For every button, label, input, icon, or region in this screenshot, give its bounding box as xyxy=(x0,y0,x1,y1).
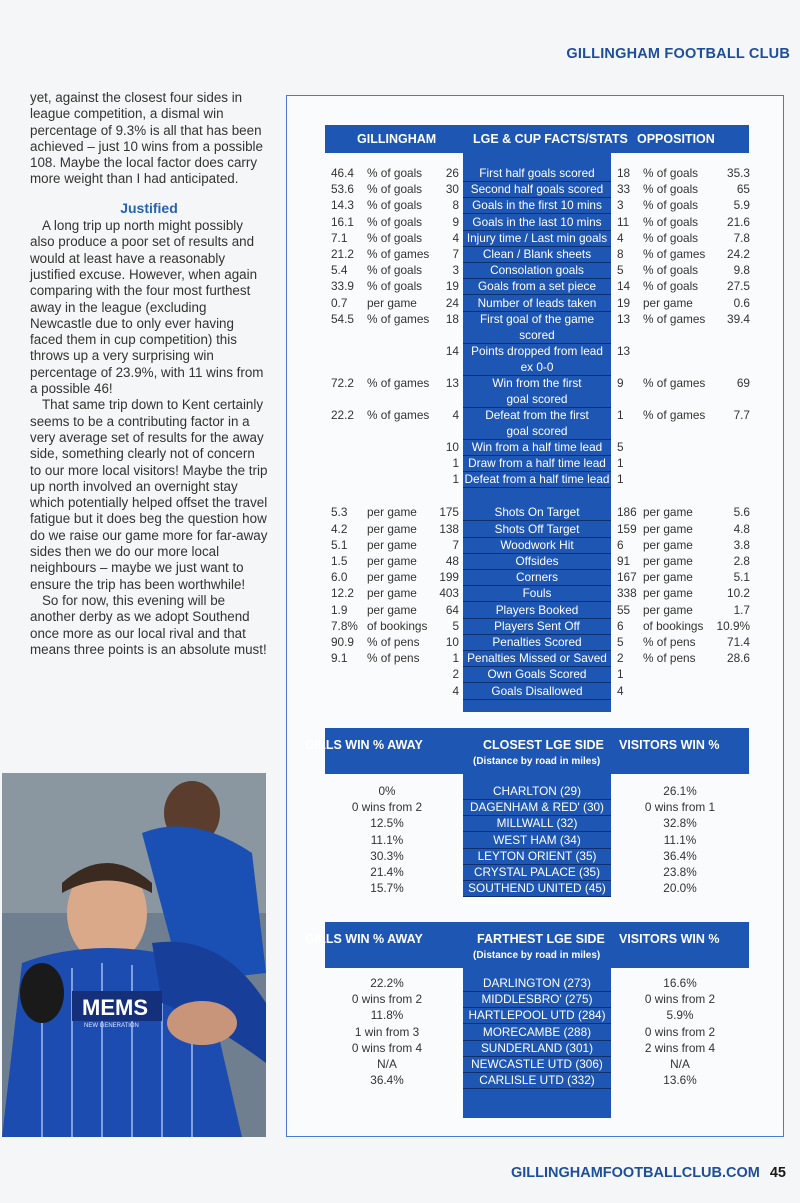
stat-row xyxy=(287,667,785,683)
gills-count: 1 xyxy=(452,472,459,487)
gills-unit: % of games xyxy=(367,375,430,390)
header-facts: LGE & CUP FACTS/STATS xyxy=(473,132,628,146)
gills-percent: 7.8% xyxy=(331,618,358,633)
stat-label: Goals Disallowed xyxy=(463,684,611,700)
gills-unit: of bookings xyxy=(367,618,428,633)
gills-unit: per game xyxy=(367,586,417,601)
opp-count: 4 xyxy=(617,683,624,698)
gills-count: 18 xyxy=(445,311,459,326)
stat-row xyxy=(287,619,785,635)
header-opposition: OPPOSITION xyxy=(637,132,715,146)
gills-win: N/A xyxy=(377,1057,397,1071)
gills-unit: % of games xyxy=(367,311,430,326)
gills-win: 0 wins from 2 xyxy=(351,992,423,1007)
opp-unit: per game xyxy=(643,586,693,601)
visitors-win: 36.4% xyxy=(663,848,697,863)
gills-count: 10 xyxy=(445,635,459,649)
page-footer xyxy=(511,1165,786,1181)
gills-win: 0 wins from 2 xyxy=(351,800,423,815)
stat-row xyxy=(287,538,785,554)
stat-label: Penalties Missed or Saved xyxy=(463,651,611,667)
opp-unit: per game xyxy=(643,554,693,568)
farthest-row xyxy=(287,1008,785,1024)
article-paragraph: yet, against the closest four sides in league competition, a dismal win percentage of 9.3% is all that has been achieved – just 10 wins from a possible 108. Maybe the local factor does carry more weight than I had anticipated. xyxy=(30,90,263,187)
team-name: HARTLEPOOL UTD (284) xyxy=(463,1008,611,1024)
opp-count: 4 xyxy=(617,230,624,245)
gills-unit: % of goals xyxy=(367,182,423,197)
opp-count: 167 xyxy=(617,570,637,585)
gills-win: 0 wins from 4 xyxy=(351,1040,423,1055)
gills-percent: 5.4 xyxy=(331,263,348,278)
opp-percent: 27.5 xyxy=(727,279,750,294)
stat-label: Offsides xyxy=(463,554,611,570)
farthest-row xyxy=(287,976,785,992)
opp-count: 1 xyxy=(617,472,624,487)
gills-win: 11.8% xyxy=(370,1008,404,1023)
opp-unit: % of games xyxy=(643,247,706,261)
opp-percent: 65 xyxy=(736,182,750,197)
opp-count: 14 xyxy=(617,279,631,294)
opp-count: 13 xyxy=(617,343,631,358)
gills-unit: % of goals xyxy=(367,198,423,213)
gills-percent: 72.2 xyxy=(331,375,354,390)
opp-unit: % of goals xyxy=(643,214,699,229)
gills-percent: 12.2 xyxy=(331,586,354,601)
stat-row xyxy=(287,408,785,440)
gills-win: 22.2% xyxy=(370,976,404,990)
gills-unit: % of goals xyxy=(367,230,423,245)
gills-percent: 1.5 xyxy=(331,554,348,568)
opp-percent: 5.6 xyxy=(733,505,750,520)
gills-unit: % of pens xyxy=(367,635,420,649)
visitors-win: 20.0% xyxy=(663,881,697,896)
stat-label: Corners xyxy=(463,570,611,586)
team-name: CARLISLE UTD (332) xyxy=(463,1073,611,1089)
closest-header xyxy=(305,728,749,774)
stat-label: Shots Off Target xyxy=(463,522,611,538)
opp-count: 11 xyxy=(617,214,630,229)
opp-count: 55 xyxy=(617,602,631,617)
stat-label: Defeat from the first xyxy=(485,407,589,422)
stat-row xyxy=(287,684,785,700)
stat-row xyxy=(287,440,785,456)
header-gillingham: GILLINGHAM xyxy=(357,132,437,146)
stat-row xyxy=(287,554,785,570)
opp-unit: per game xyxy=(643,521,693,536)
gills-percent: 16.1 xyxy=(331,214,354,229)
visitors-win: 13.6% xyxy=(663,1073,697,1088)
stat-label: Win from the first xyxy=(492,375,582,390)
club-header: GILLINGHAM FOOTBALL CLUB xyxy=(566,46,790,62)
team-name: CRYSTAL PALACE (35) xyxy=(463,865,611,881)
opp-percent: 28.6 xyxy=(727,651,750,666)
gills-unit: % of games xyxy=(367,407,430,422)
visitors-win: N/A xyxy=(670,1057,690,1071)
farthest-row xyxy=(287,1057,785,1073)
opp-percent: 10.2 xyxy=(727,586,750,601)
gills-percent: 5.3 xyxy=(331,505,348,520)
opp-unit: per game xyxy=(643,295,693,310)
opp-count: 1 xyxy=(617,456,624,470)
gills-win: 15.7% xyxy=(370,881,404,896)
opp-count: 338 xyxy=(617,586,637,601)
gills-count: 403 xyxy=(439,586,459,601)
stat-label: Injury time / Last min goals xyxy=(463,231,611,247)
stat-label: First half goals scored xyxy=(463,166,611,182)
gills-unit: % of goals xyxy=(367,279,423,294)
opp-count: 159 xyxy=(617,521,637,536)
stat-row xyxy=(287,263,785,279)
opp-percent: 4.8 xyxy=(733,521,750,536)
stat-row xyxy=(287,166,785,182)
stat-label: Goals in the last 10 mins xyxy=(463,215,611,231)
team-name: MORECAMBE (288) xyxy=(463,1025,611,1041)
gills-percent: 54.5 xyxy=(331,311,354,326)
stat-label: Draw from a half time lead xyxy=(463,456,611,472)
gills-count: 30 xyxy=(445,182,459,197)
stat-label: Woodwork Hit xyxy=(463,538,611,554)
gills-unit: per game xyxy=(367,602,417,617)
stat-label: Penalties Scored xyxy=(463,635,611,651)
closest-row xyxy=(287,800,785,816)
stat-row xyxy=(287,586,785,602)
stat-label: Defeat from a half time lead xyxy=(464,472,610,487)
farthest-row xyxy=(287,1073,785,1089)
team-name: CHARLTON (29) xyxy=(463,784,611,800)
opp-unit: of bookings xyxy=(643,618,704,633)
opp-unit: per game xyxy=(643,537,693,552)
stat-label: Number of leads taken xyxy=(463,296,611,312)
gills-percent: 6.0 xyxy=(331,570,348,585)
gills-count: 13 xyxy=(445,375,459,390)
opp-count: 9 xyxy=(617,375,624,390)
gills-count: 64 xyxy=(445,602,459,617)
gills-count: 199 xyxy=(439,570,459,585)
gills-win: 0% xyxy=(378,784,396,798)
gills-percent: 33.9 xyxy=(331,279,354,294)
gills-percent: 22.2 xyxy=(331,407,354,422)
closest-row xyxy=(287,865,785,881)
closest-visitors-label: VISITORS WIN % xyxy=(619,738,720,752)
stat-row xyxy=(287,570,785,586)
team-name: SOUTHEND UNITED (45) xyxy=(463,881,611,897)
opp-unit: % of goals xyxy=(643,263,699,278)
gills-count: 7 xyxy=(452,537,459,552)
gills-unit: per game xyxy=(367,537,417,552)
opp-unit: % of games xyxy=(643,407,706,422)
opp-count: 33 xyxy=(617,182,631,197)
stat-row xyxy=(287,472,785,488)
opp-count: 6 xyxy=(617,537,624,552)
opp-percent: 5.9 xyxy=(733,198,750,213)
stat-row xyxy=(287,215,785,231)
gills-count: 4 xyxy=(452,407,459,422)
gills-count: 19 xyxy=(445,279,459,294)
stat-row xyxy=(287,231,785,247)
gills-count: 138 xyxy=(439,521,459,536)
closest-row xyxy=(287,784,785,800)
closest-distance-note: (Distance by road in miles) xyxy=(473,756,601,767)
farthest-row xyxy=(287,1025,785,1041)
team-name: DAGENHAM & RED' (30) xyxy=(463,800,611,816)
gills-win: 12.5% xyxy=(370,816,404,831)
opp-count: 2 xyxy=(617,651,624,666)
stat-row xyxy=(287,603,785,619)
stat-label: Second half goals scored xyxy=(463,182,611,198)
gills-unit: % of goals xyxy=(367,214,423,229)
shirt-sponsor-text: MEMS xyxy=(82,995,148,1020)
gills-count: 175 xyxy=(439,505,459,520)
gills-percent: 21.2 xyxy=(331,247,354,261)
stat-row xyxy=(287,344,785,376)
gills-count: 2 xyxy=(452,667,459,682)
gills-percent: 46.4 xyxy=(331,166,354,180)
stat-label-line2: scored xyxy=(463,328,611,344)
closest-row xyxy=(287,816,785,832)
team-name: SUNDERLAND (301) xyxy=(463,1041,611,1057)
stat-row xyxy=(287,522,785,538)
article-paragraph: A long trip up north might possibly also produce a poor set of results and would at least have a reasonably justified excuse. However, when again comparing with the four most furthest away in the league (excluding Newcastle due to only ever having faced them in cup competition) this throws up a very surprising win percentage of 23.9%, with 11 wins from a possible 46! xyxy=(30,218,264,397)
opp-count: 6 xyxy=(617,618,624,633)
opp-percent: 21.6 xyxy=(727,214,750,229)
stat-label: Clean / Blank sheets xyxy=(463,247,611,263)
stat-row xyxy=(287,312,785,344)
opp-count: 91 xyxy=(617,554,631,568)
stat-row xyxy=(287,296,785,312)
visitors-win: 0 wins from 2 xyxy=(644,1024,716,1039)
gills-count: 14 xyxy=(445,343,459,358)
team-name: NEWCASTLE UTD (306) xyxy=(463,1057,611,1073)
gills-percent: 4.2 xyxy=(331,521,348,536)
stat-label: Players Sent Off xyxy=(463,619,611,635)
article-paragraph: That same trip down to Kent certainly seems to be a contributing factor in a very average set of results for the away side, something clearly not of concern to our more local visitors! Maybe the trip up north involved an overnight stay which potentially helped offset the travel fatigue but it does beg the question how do we raise our game more for far-away sides then we do our more local neighbours – maybe we just want to ensure the trip has been worthwhile! xyxy=(30,397,268,592)
team-name: MIDDLESBRO' (275) xyxy=(463,992,611,1008)
stat-label: Points dropped from lead xyxy=(471,343,603,358)
stat-label-line2: goal scored xyxy=(463,424,611,440)
stat-label: Players Booked xyxy=(463,603,611,619)
gills-unit: % of pens xyxy=(367,651,420,666)
stat-row xyxy=(287,198,785,214)
gills-percent: 14.3 xyxy=(331,198,354,213)
stat-label: Fouls xyxy=(463,586,611,602)
visitors-win: 23.8% xyxy=(663,865,697,879)
visitors-win: 0 wins from 2 xyxy=(644,992,716,1007)
gills-unit: per game xyxy=(367,570,417,585)
opp-unit: % of games xyxy=(643,311,706,326)
farthest-distance-note: (Distance by road in miles) xyxy=(473,950,601,961)
gills-count: 48 xyxy=(445,554,459,568)
gills-percent: 53.6 xyxy=(331,182,354,197)
gills-unit: per game xyxy=(367,505,417,520)
closest-side-label: CLOSEST LGE SIDE xyxy=(483,738,604,752)
closest-row xyxy=(287,881,785,897)
opp-unit: % of goals xyxy=(643,279,699,294)
farthest-row xyxy=(287,992,785,1008)
gills-count: 9 xyxy=(452,214,459,229)
opp-percent: 35.3 xyxy=(727,166,750,180)
closest-row xyxy=(287,833,785,849)
opp-unit: per game xyxy=(643,602,693,617)
gills-count: 4 xyxy=(452,683,459,698)
stat-label-line2: ex 0-0 xyxy=(463,360,611,376)
opp-unit: % of pens xyxy=(643,651,696,666)
gills-count: 1 xyxy=(452,456,459,470)
opp-count: 186 xyxy=(617,505,637,520)
opp-unit: % of goals xyxy=(643,166,699,180)
gills-unit: per game xyxy=(367,554,417,568)
opp-unit: % of goals xyxy=(643,230,699,245)
opp-count: 13 xyxy=(617,311,631,326)
gills-count: 5 xyxy=(452,618,459,633)
opp-percent: 24.2 xyxy=(727,247,750,261)
stat-label: Own Goals Scored xyxy=(463,667,611,683)
opp-percent: 9.8 xyxy=(733,263,750,278)
gills-unit: % of goals xyxy=(367,166,423,180)
gills-count: 8 xyxy=(452,198,459,213)
farthest-header xyxy=(305,922,749,968)
article-paragraph: So for now, this evening will be another derby as we adopt Southend once more as our local rival and that means three points is an absolute must! xyxy=(30,592,267,657)
closest-gills-label: GILLS WIN % AWAY xyxy=(305,738,423,752)
opp-count: 1 xyxy=(617,407,624,422)
stat-row xyxy=(287,635,785,651)
gills-percent: 90.9 xyxy=(331,635,354,649)
opp-percent: 7.8 xyxy=(733,230,750,245)
gills-unit: % of games xyxy=(367,247,430,261)
opp-count: 1 xyxy=(617,667,624,682)
opp-unit: % of goals xyxy=(643,198,699,213)
visitors-win: 2 wins from 4 xyxy=(644,1040,716,1055)
opp-count: 5 xyxy=(617,439,624,454)
opp-unit: per game xyxy=(643,505,693,520)
article-column xyxy=(30,90,268,668)
opp-count: 18 xyxy=(617,166,631,180)
opp-percent: 3.8 xyxy=(733,537,750,552)
gills-unit: per game xyxy=(367,521,417,536)
gills-win: 36.4% xyxy=(370,1073,404,1088)
gills-count: 1 xyxy=(452,651,459,666)
gills-percent: 1.9 xyxy=(331,602,348,617)
stat-row xyxy=(287,279,785,295)
visitors-win: 26.1% xyxy=(663,784,697,798)
farthest-visitors-label: VISITORS WIN % xyxy=(619,932,720,946)
gills-unit: per game xyxy=(367,295,417,310)
footer-url: GILLINGHAMFOOTBALLCLUB.COM xyxy=(510,1165,760,1181)
article-subheading: Justified xyxy=(120,199,178,216)
opp-percent: 2.8 xyxy=(733,554,750,568)
stat-label-line2: goal scored xyxy=(463,392,611,408)
visitors-win: 0 wins from 1 xyxy=(644,800,716,815)
opp-percent: 71.4 xyxy=(727,635,750,649)
shirt-sponsor-subtext: NEW GENERATION xyxy=(84,1023,139,1029)
opp-unit: % of pens xyxy=(643,635,696,649)
opp-count: 3 xyxy=(617,198,624,213)
stat-row xyxy=(287,247,785,263)
gills-percent: 0.7 xyxy=(331,295,348,310)
team-name: LEYTON ORIENT (35) xyxy=(463,849,611,865)
opp-unit: % of games xyxy=(643,375,706,390)
stat-row xyxy=(287,505,785,521)
farthest-gills-label: GILLS WIN % AWAY xyxy=(305,932,423,946)
opp-unit: per game xyxy=(643,570,693,585)
visitors-win: 32.8% xyxy=(663,816,697,831)
stat-row xyxy=(287,376,785,408)
opp-count: 5 xyxy=(617,263,624,278)
gills-win: 11.1% xyxy=(370,832,404,847)
opp-percent: 10.9% xyxy=(716,618,750,633)
visitors-win: 16.6% xyxy=(663,976,697,990)
gills-percent: 5.1 xyxy=(331,537,348,552)
closest-row xyxy=(287,849,785,865)
opp-percent: 0.6 xyxy=(733,295,750,310)
opp-percent: 69 xyxy=(736,375,750,390)
opp-percent: 1.7 xyxy=(733,602,750,617)
page-number: 45 xyxy=(769,1165,786,1181)
opp-count: 19 xyxy=(617,295,631,310)
farthest-side-label: FARTHEST LGE SIDE xyxy=(477,932,605,946)
stat-label: Shots On Target xyxy=(463,505,611,521)
gills-win: 1 win from 3 xyxy=(354,1024,420,1039)
stat-label: First goal of the game xyxy=(479,311,595,326)
stat-row xyxy=(287,651,785,667)
gills-unit: % of goals xyxy=(367,263,423,278)
opp-count: 5 xyxy=(617,635,624,649)
gills-count: 26 xyxy=(445,166,459,180)
team-name: WEST HAM (34) xyxy=(463,833,611,849)
celebration-photo xyxy=(2,773,266,1137)
visitors-win: 11.1% xyxy=(663,832,697,847)
team-name: MILLWALL (32) xyxy=(463,816,611,832)
stat-label: Goals from a set piece xyxy=(463,279,611,295)
gills-count: 24 xyxy=(445,295,459,310)
stat-row xyxy=(287,456,785,472)
stats-panel xyxy=(286,95,784,1137)
opp-count: 8 xyxy=(617,247,624,261)
gills-count: 3 xyxy=(452,263,459,278)
farthest-row xyxy=(287,1041,785,1057)
opp-unit: % of goals xyxy=(643,182,699,197)
team-name: DARLINGTON (273) xyxy=(463,976,611,992)
gills-percent: 9.1 xyxy=(331,651,348,666)
opp-percent: 39.4 xyxy=(727,311,750,326)
stat-row xyxy=(287,182,785,198)
visitors-win: 5.9% xyxy=(666,1008,694,1023)
stat-label: Win from a half time lead xyxy=(463,440,611,456)
players-celebrating-image xyxy=(2,773,266,1137)
stat-label: Goals in the first 10 mins xyxy=(463,198,611,214)
gills-percent: 7.1 xyxy=(331,230,348,245)
gills-win: 30.3% xyxy=(370,848,404,863)
stat-label: Consolation goals xyxy=(463,263,611,279)
gills-win: 21.4% xyxy=(370,865,404,879)
opp-percent: 7.7 xyxy=(733,407,750,422)
gills-count: 7 xyxy=(452,247,459,261)
gills-count: 10 xyxy=(445,439,459,454)
stats-header xyxy=(325,125,749,153)
gills-count: 4 xyxy=(452,230,459,245)
opp-percent: 5.1 xyxy=(733,570,750,585)
